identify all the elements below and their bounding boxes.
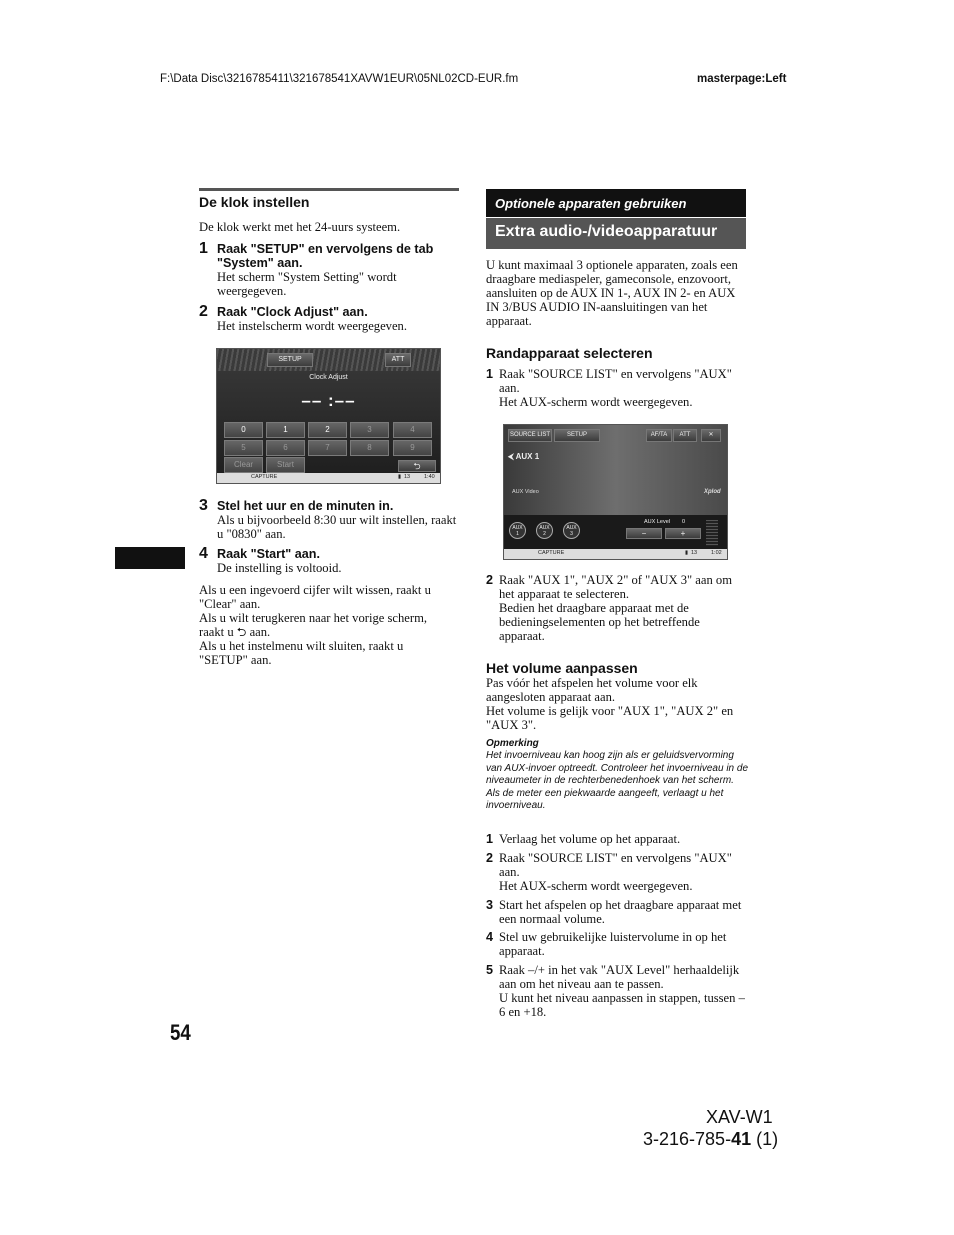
note-title: Opmerking <box>486 738 539 749</box>
sec1-title: Randapparaat selecteren <box>486 345 653 361</box>
banner-top <box>486 189 746 217</box>
aux-source-label <box>508 452 539 462</box>
clock-time: 1:40 <box>424 474 435 480</box>
step-number: 3 <box>199 497 208 514</box>
step-instruction: Raak "SETUP" en vervolgens de tab "System" aan. <box>217 242 434 270</box>
key-6[interactable]: 6 <box>266 440 305 456</box>
after-note-2 <box>199 611 454 639</box>
att-button[interactable]: ATT <box>385 353 411 367</box>
aux-level-label: AUX Level <box>644 519 670 525</box>
step-result: Het scherm "System Setting" wordt weergegeven. <box>217 270 397 298</box>
code-prefix: 3-216-785- <box>643 1129 732 1149</box>
note-text: Het invoerniveau kan hoog zijn als er geluidsvervorming van AUX-invoer optreedt. Controleer het invoerniveau in de niveaumeter in de rechterbenedenhoek van het scherm. Als de meter een piekwaarde aangeeft, verlaagt u het invoerniveau. <box>486 750 749 811</box>
step-number: 2 <box>486 573 494 587</box>
aux-plug-icon: ⮜ <box>508 452 514 461</box>
step-result: De instelling is voltooid. <box>217 561 342 575</box>
volume-value: 13 <box>691 550 698 556</box>
capture-label: CAPTURE <box>538 550 565 556</box>
after-note-1: Als u een ingevoerd cijfer wilt wissen, raakt u "Clear" aan. <box>199 583 431 611</box>
code-bold: 41 <box>731 1129 752 1149</box>
file-path: F:\Data Disc\3216785411\321678541XAVW1EUR\05NL02CD-EUR.fm <box>160 73 519 85</box>
page-number: 54 <box>170 1020 191 1045</box>
step-number: 2 <box>199 303 208 320</box>
sec2-intro: Pas vóór het afspelen het volume voor elk aangesloten apparaat aan. Het volume is gelijk voor "AUX 1", "AUX 2" en "AUX 3". <box>486 676 734 732</box>
key-2[interactable]: 2 <box>308 422 347 438</box>
key-0[interactable]: 0 <box>224 422 263 438</box>
aux-video-label: AUX Video <box>512 489 539 495</box>
key-8[interactable]: 8 <box>350 440 389 456</box>
step-text: Start het afspelen op het draagbare apparaat met een normaal volume. <box>499 898 742 926</box>
model-name: XAV-W1 <box>706 1107 773 1127</box>
level-meter <box>706 520 718 546</box>
step-text: Raak –/+ in het vak "AUX Level" herhaaldelijk aan om het niveau aan te passen. U kunt het niveau aanpassen in stappen, tussen –6 en +18. <box>499 963 745 1019</box>
setup-button[interactable]: SETUP <box>554 429 600 442</box>
start-button[interactable]: Start <box>266 457 305 473</box>
step-text: Raak "SOURCE LIST" en vervolgens "AUX" aan. Het AUX-scherm wordt weergegeven. <box>499 851 732 893</box>
key-5[interactable]: 5 <box>224 440 263 456</box>
aux-1-button[interactable]: AUX 1 <box>509 522 526 539</box>
key-7[interactable]: 7 <box>308 440 347 456</box>
volume-icon: ▮ <box>398 474 402 480</box>
step-number: 1 <box>486 367 494 381</box>
aux-screenshot <box>503 424 728 560</box>
step-number: 1 <box>486 832 494 846</box>
product-code <box>643 1129 778 1150</box>
volume-icon: ▮ <box>685 550 689 556</box>
step-text: Raak "SOURCE LIST" en vervolgens "AUX" aan. Het AUX-scherm wordt weergegeven. <box>499 367 732 409</box>
step-number: 2 <box>486 851 494 865</box>
section-rule <box>199 188 459 191</box>
banner-main <box>486 218 746 249</box>
step-instruction: Raak "Start" aan. <box>217 547 320 561</box>
step-result: Het instelscherm wordt weergegeven. <box>217 319 408 333</box>
level-plus-button[interactable]: + <box>665 528 701 539</box>
step-number: 5 <box>486 963 494 977</box>
step-instruction: Raak "Clock Adjust" aan. <box>217 305 368 319</box>
masterpage-label: masterpage:Left <box>697 73 787 85</box>
clock-adjust-screenshot <box>216 348 441 484</box>
banner-top-text: Optionele apparaten gebruiken <box>495 196 687 211</box>
aux-source-name: AUX 1 <box>515 452 540 461</box>
volume-value: 13 <box>404 474 411 480</box>
step-number: 4 <box>199 545 208 562</box>
code-suffix: (1) <box>751 1129 779 1149</box>
clear-button[interactable]: Clear <box>224 457 263 473</box>
capture-label: CAPTURE <box>251 474 278 480</box>
step-result: Als u bijvoorbeeld 8:30 uur wilt instellen, raakt u "0830" aan. <box>217 513 457 541</box>
intro-text: De klok werkt met het 24-uurs systeem. <box>199 220 401 234</box>
aux-level-value: 0 <box>682 519 686 525</box>
key-3[interactable]: 3 <box>350 422 389 438</box>
source-list-button[interactable]: SOURCE LIST <box>508 429 552 442</box>
banner-main-text: Extra audio-/videoapparatuur <box>495 223 718 240</box>
afta-button[interactable]: AF/TA <box>646 429 672 442</box>
back-button[interactable] <box>398 460 436 472</box>
right-intro: U kunt maximaal 3 optionele apparaten, zoals een draagbare mediaspeler, gameconsole, enzovoort, aansluiten op de AUX IN 1-, AUX IN 2- en AUX IN 3/BUS AUDIO IN-aansluitingen van het apparaat. <box>486 258 738 328</box>
step-number: 4 <box>486 930 494 944</box>
back-arrow-icon: ⮌ <box>413 461 421 471</box>
att-button[interactable]: ATT <box>673 429 697 442</box>
after-note-2-end: aan. <box>249 625 271 639</box>
chapter-tab <box>115 547 185 569</box>
setup-button[interactable]: SETUP <box>267 353 313 367</box>
step-number: 3 <box>486 898 494 912</box>
level-minus-button[interactable]: − <box>626 528 662 539</box>
clock-adjust-title: Clock Adjust <box>309 374 348 381</box>
step-text: Stel uw gebruikelijke luistervolume in op het apparaat. <box>499 930 727 958</box>
close-button[interactable]: ✕ <box>701 429 721 442</box>
step-instruction: Stel het uur en de minuten in. <box>217 499 394 513</box>
key-4[interactable]: 4 <box>393 422 432 438</box>
aux-3-button[interactable]: AUX 3 <box>563 522 580 539</box>
time-display: –– :–– <box>301 391 356 410</box>
step-text: Verlaag het volume op het apparaat. <box>499 832 681 846</box>
section-title: De klok instellen <box>199 194 310 210</box>
back-arrow-icon: ⮌ <box>236 625 247 639</box>
key-1[interactable]: 1 <box>266 422 305 438</box>
step-text: Raak "AUX 1", "AUX 2" of "AUX 3" aan om het apparaat te selecteren. Bedien het draagbare apparaat met de bedieningselementen op het betreffende apparaat. <box>499 573 733 643</box>
sec2-title: Het volume aanpassen <box>486 660 638 676</box>
aux-2-button[interactable]: AUX 2 <box>536 522 553 539</box>
after-note-3: Als u het instelmenu wilt sluiten, raakt u "SETUP" aan. <box>199 639 404 667</box>
step-number: 1 <box>199 240 208 257</box>
xplod-logo: Xplod <box>704 489 721 495</box>
after-note-2-text: Als u wilt terugkeren naar het vorige scherm, raakt u <box>199 611 428 639</box>
clock-time: 1:02 <box>711 550 722 556</box>
key-9[interactable]: 9 <box>393 440 432 456</box>
